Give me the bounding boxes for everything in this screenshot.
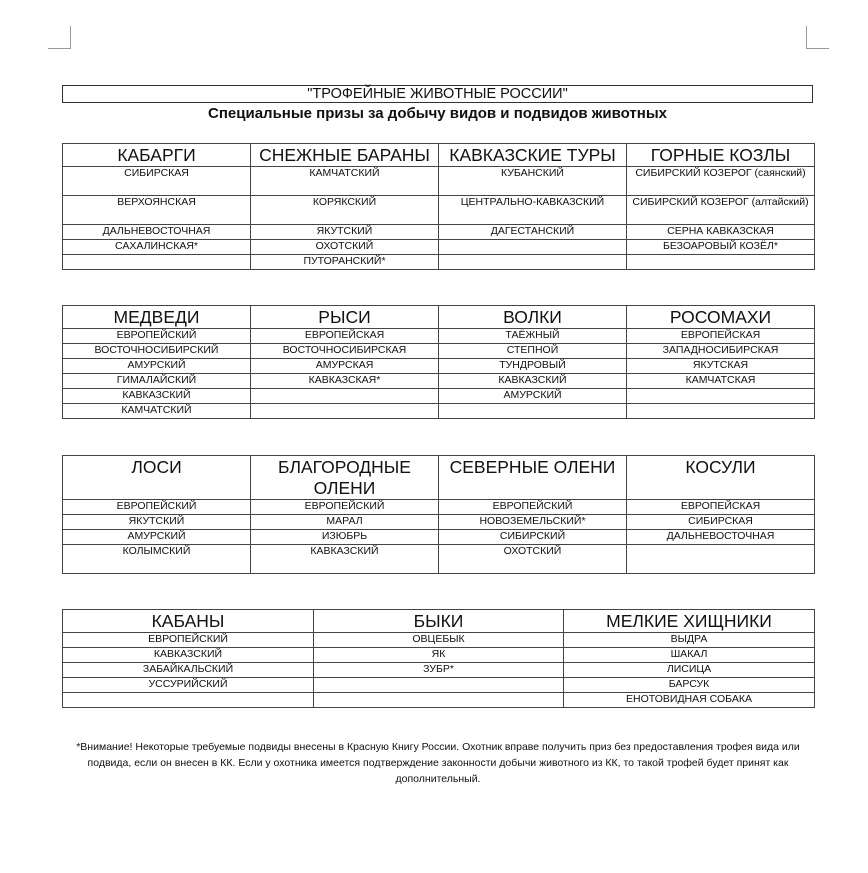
table-cell: СИБИРСКАЯ — [627, 515, 815, 530]
table-cell: ЕНОТОВИДНАЯ СОБАКА — [564, 693, 815, 708]
table-cell: МАРАЛ — [251, 515, 439, 530]
table-header-cell: РОСОМАХИ — [627, 306, 815, 329]
table-cell: ЛИСИЦА — [564, 663, 815, 678]
table-row — [63, 344, 815, 359]
table-cell: КАВКАЗСКИЙ — [63, 389, 251, 404]
table-header-cell: ЛОСИ — [63, 456, 251, 500]
table-header-cell: КАБАРГИ — [63, 144, 251, 167]
table-cell: ЕВРОПЕЙСКИЙ — [63, 500, 251, 515]
table-cell — [627, 545, 815, 574]
table-cell: КАВКАЗСКИЙ — [439, 374, 627, 389]
table-row — [63, 648, 815, 663]
table-cell: ТУНДРОВЫЙ — [439, 359, 627, 374]
table-row — [63, 167, 815, 196]
document-subtitle: Специальные призы за добычу видов и подвидов животных — [208, 105, 667, 122]
table-cell: ДАЛЬНЕВОСТОЧНАЯ — [63, 225, 251, 240]
table-cell: ВЫДРА — [564, 633, 815, 648]
table-cell: УССУРИЙСКИЙ — [63, 678, 314, 693]
table-cell: ЕВРОПЕЙСКАЯ — [251, 329, 439, 344]
table-row — [63, 255, 815, 270]
table-row — [63, 359, 815, 374]
document-title: "ТРОФЕЙНЫЕ ЖИВОТНЫЕ РОССИИ" — [62, 85, 813, 103]
table-cell: КАВКАЗСКИЙ — [63, 648, 314, 663]
trophy-table-2 — [62, 305, 815, 419]
table-cell: АМУРСКИЙ — [63, 359, 251, 374]
table-cell: КАМЧАТСКАЯ — [627, 374, 815, 389]
table-cell: БЕЗОАРОВЫЙ КОЗЁЛ* — [627, 240, 815, 255]
table-cell: ЗУБР* — [314, 663, 564, 678]
table-header-cell: ВОЛКИ — [439, 306, 627, 329]
table-cell: КАВКАЗСКИЙ — [251, 545, 439, 574]
table-cell: ВОСТОЧНОСИБИРСКИЙ — [63, 344, 251, 359]
table-cell: ГИМАЛАЙСКИЙ — [63, 374, 251, 389]
table-cell: СТЕПНОЙ — [439, 344, 627, 359]
table-header-cell: МЕЛКИЕ ХИЩНИКИ — [564, 610, 815, 633]
table-cell: ИЗЮБРЬ — [251, 530, 439, 545]
table-cell: ЦЕНТРАЛЬНО-КАВКАЗСКИЙ — [439, 196, 627, 225]
table-cell: ДАГЕСТАНСКИЙ — [439, 225, 627, 240]
table-cell — [439, 404, 627, 419]
table-cell — [251, 389, 439, 404]
table-cell: ЗАБАЙКАЛЬСКИЙ — [63, 663, 314, 678]
table-cell: ЕВРОПЕЙСКИЙ — [63, 633, 314, 648]
table-cell: КАМЧАТСКИЙ — [63, 404, 251, 419]
footnote: *Внимание! Некоторые требуемые подвиды внесены в Красную Книгу России. Охотник вправе получить приз без предоставления трофея вида или подвида, если он внесен в КК. Если у охотника имеется подтверждение законности добычи животного из КК, то такой трофей будет принят как дополнительный. — [76, 741, 800, 785]
table-cell: ОВЦЕБЫК — [314, 633, 564, 648]
table-cell: САХАЛИНСКАЯ* — [63, 240, 251, 255]
table-cell: ВОСТОЧНОСИБИРСКАЯ — [251, 344, 439, 359]
table-cell: НОВОЗЕМЕЛЬСКИЙ* — [439, 515, 627, 530]
table-cell — [439, 255, 627, 270]
trophy-table-1 — [62, 143, 815, 270]
table-row — [63, 374, 815, 389]
table-cell — [439, 240, 627, 255]
table-header-cell: ГОРНЫЕ КОЗЛЫ — [627, 144, 815, 167]
table-cell: ШАКАЛ — [564, 648, 815, 663]
table-cell: ЕВРОПЕЙСКИЙ — [439, 500, 627, 515]
table-cell: КОРЯКСКИЙ — [251, 196, 439, 225]
table-cell: СИБИРСКИЙ — [439, 530, 627, 545]
table-cell: АМУРСКАЯ — [251, 359, 439, 374]
table-cell — [314, 678, 564, 693]
table-cell — [627, 255, 815, 270]
table-cell: ЯКУТСКИЙ — [251, 225, 439, 240]
table-row — [63, 225, 815, 240]
table-cell: ЯКУТСКАЯ — [627, 359, 815, 374]
table-cell: КАМЧАТСКИЙ — [251, 167, 439, 196]
page-corner-mark-top-left — [48, 26, 71, 49]
table-header-cell: СНЕЖНЫЕ БАРАНЫ — [251, 144, 439, 167]
table-row — [63, 389, 815, 404]
table-row — [63, 515, 815, 530]
table-cell — [63, 693, 314, 708]
table-header-cell: БЛАГОРОДНЫЕ ОЛЕНИ — [251, 456, 439, 500]
table-row — [63, 404, 815, 419]
table-cell — [627, 389, 815, 404]
table-header-cell: СЕВЕРНЫЕ ОЛЕНИ — [439, 456, 627, 500]
table-header-cell: КОСУЛИ — [627, 456, 815, 500]
table-cell: ОХОТСКИЙ — [439, 545, 627, 574]
table-cell: СИБИРСКАЯ — [63, 167, 251, 196]
table-cell: ЕВРОПЕЙСКАЯ — [627, 329, 815, 344]
table-cell: ЗАПАДНОСИБИРСКАЯ — [627, 344, 815, 359]
table-cell — [63, 255, 251, 270]
table-cell: АМУРСКИЙ — [439, 389, 627, 404]
table-cell — [314, 693, 564, 708]
table-cell — [627, 404, 815, 419]
table-cell: АМУРСКИЙ — [63, 530, 251, 545]
table-header-cell: МЕДВЕДИ — [63, 306, 251, 329]
table-header-cell: БЫКИ — [314, 610, 564, 633]
table-cell: ПУТОРАНСКИЙ* — [251, 255, 439, 270]
table-row — [63, 663, 815, 678]
table-cell: КАВКАЗСКАЯ* — [251, 374, 439, 389]
table-header-cell: РЫСИ — [251, 306, 439, 329]
table-row — [63, 329, 815, 344]
table-row — [63, 545, 815, 574]
table-cell — [251, 404, 439, 419]
table-row — [63, 693, 815, 708]
table-header-cell: КАБАНЫ — [63, 610, 314, 633]
table-cell: ТАЁЖНЫЙ — [439, 329, 627, 344]
table-cell: ЕВРОПЕЙСКАЯ — [627, 500, 815, 515]
table-cell: ЕВРОПЕЙСКИЙ — [251, 500, 439, 515]
table-cell: КУБАНСКИЙ — [439, 167, 627, 196]
table-header-cell: КАВКАЗСКИЕ ТУРЫ — [439, 144, 627, 167]
table-cell: ДАЛЬНЕВОСТОЧНАЯ — [627, 530, 815, 545]
table-row — [63, 500, 815, 515]
table-row — [63, 530, 815, 545]
table-row — [63, 633, 815, 648]
table-row — [63, 678, 815, 693]
table-cell: СИБИРСКИЙ КОЗЕРОГ (саянский) — [627, 167, 815, 196]
table-cell: СЕРНА КАВКАЗСКАЯ — [627, 225, 815, 240]
table-cell: БАРСУК — [564, 678, 815, 693]
table-cell: ЕВРОПЕЙСКИЙ — [63, 329, 251, 344]
table-cell: ЯК — [314, 648, 564, 663]
page-corner-mark-top-right — [806, 26, 829, 49]
table-cell: КОЛЫМСКИЙ — [63, 545, 251, 574]
table-cell: ВЕРХОЯНСКАЯ — [63, 196, 251, 225]
trophy-table-4 — [62, 609, 815, 708]
table-cell: СИБИРСКИЙ КОЗЕРОГ (алтайский) — [627, 196, 815, 225]
trophy-table-3 — [62, 455, 815, 574]
table-row — [63, 240, 815, 255]
table-cell: ОХОТСКИЙ — [251, 240, 439, 255]
table-row — [63, 196, 815, 225]
table-cell: ЯКУТСКИЙ — [63, 515, 251, 530]
